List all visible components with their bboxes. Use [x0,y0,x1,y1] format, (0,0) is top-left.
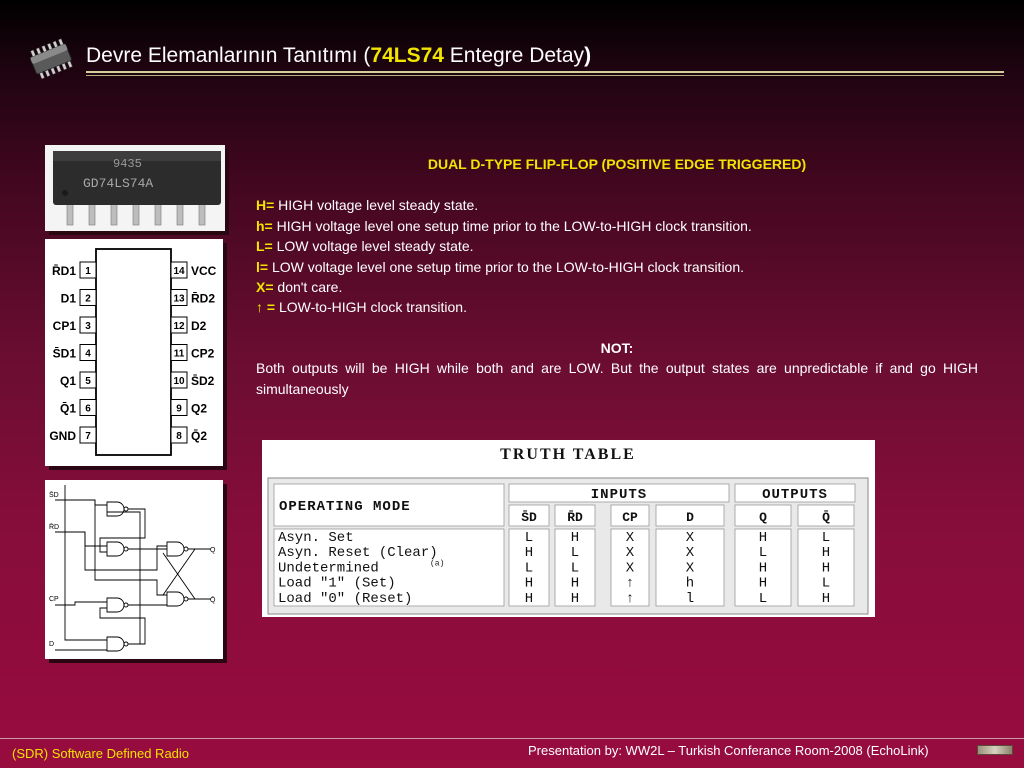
pin-number: 5 [85,376,91,387]
pinout-diagram [45,239,223,466]
pin-label: S̄D1 [52,346,76,361]
truth-cell: L [758,590,768,607]
pin-number: 3 [85,321,91,332]
pin-number: 8 [176,431,182,442]
truth-cell: L [570,545,580,562]
pin-label: Q̄1 [59,401,76,416]
truth-column-header: Q [759,510,767,525]
truth-cell: L [821,575,831,592]
pin-number: 13 [173,293,185,305]
slide-title [86,44,591,68]
logic-diagram [45,480,223,659]
logic-svg [45,480,223,659]
truth-cell: X [625,530,635,546]
truth-column-header: CP [622,510,638,525]
slide-header [0,0,1024,90]
pin-label: GND [49,429,76,443]
footer-rule [0,738,1024,739]
logic-label-rd: R̄D [49,524,60,531]
logic-label-qbar: Q̄ [210,597,216,604]
truth-mode-footnote: (a) [430,559,445,569]
ic-chip-icon [24,38,78,80]
note-body: Both outputs will be HIGH while both and are LOW. But the output states are unpredictable if and go HIGH simultaneously [256,360,978,397]
definition-key: h= [256,217,273,234]
definition-row [256,216,978,236]
truth-cell: H [524,545,534,562]
pin-number: 4 [85,348,91,360]
logic-label-q: Q [210,547,216,554]
truth-cell: H [758,560,768,577]
truth-cell: X [625,545,635,562]
logic-label-cp: CP [49,596,59,603]
pin-label: D1 [60,291,76,306]
definition-row [256,236,978,256]
chip-photo-image [45,145,225,231]
pin-label: S̄D2 [191,374,215,388]
title-highlight: 74LS74 [370,44,444,67]
pin-label: R̄D1 [51,264,76,278]
chip-photo [45,145,225,231]
truth-header-mode: OPERATING MODE [279,499,411,515]
truth-cell: H [758,530,768,546]
description-block [256,154,978,399]
definition-text: HIGH voltage level one setup time prior to the LOW-to-HIGH clock transition. [272,217,752,234]
definitions-list [256,195,978,317]
pin-number: 9 [176,403,182,415]
truth-table-image [262,440,875,617]
truth-cell: H [570,530,580,546]
truth-cell: H [821,560,831,577]
definition-row [256,257,978,277]
pin-number: 1 [85,266,91,277]
truth-mode-label: Undetermined [278,560,379,577]
truth-column-header: S̄D [521,510,537,525]
truth-cell: H [570,575,580,592]
note-title: NOT: [600,339,634,356]
truth-cell: L [524,530,534,546]
pin-label: Q2 [191,401,208,416]
title-prefix: Devre Elemanlarının Tanıtımı ( [86,44,371,67]
truth-cell: H [758,575,768,592]
definition-text: HIGH voltage level steady state. [274,197,479,214]
footer-badge-icon [977,745,1013,755]
definition-text: LOW-to-HIGH clock transition. [275,299,467,316]
definition-row [256,297,978,317]
truth-cell: h [685,575,695,592]
definition-text: don't care. [273,279,343,296]
truth-table-title: TRUTH TABLE [500,446,636,463]
truth-mode-label: Asyn. Set [278,530,354,546]
truth-cell: l [685,590,695,607]
definition-row [256,195,978,215]
truth-cell: X [685,545,695,562]
truth-mode-label: Asyn. Reset (Clear) [278,545,438,562]
definition-row [256,277,978,297]
truth-cell: ↑ [625,590,635,607]
title-rule-thin [86,75,1004,76]
pin-label: CP2 [191,346,215,361]
title-close: ) [584,44,592,67]
truth-mode-label: Load "0" (Reset) [278,590,413,607]
truth-cell: H [524,590,534,607]
definition-key: L= [256,238,273,255]
footer-left-text: (SDR) Software Defined Radio [12,746,190,761]
definition-key: H= [256,197,275,214]
chip-marking-bottom: GD74LS74A [83,176,154,191]
truth-cell: X [685,530,695,546]
pin-label: R̄D2 [191,291,216,306]
pin-number: 11 [173,348,185,360]
truth-column-header: R̄D [567,510,583,525]
truth-cell: H [524,575,534,592]
truth-cell: X [625,560,635,577]
definition-key: l= [256,258,269,275]
truth-column-header: D [686,510,694,525]
truth-cell: L [524,560,534,577]
pin-label: D2 [191,319,207,333]
truth-cell: L [821,530,831,546]
pin-number: 6 [85,403,91,415]
title-rule [86,71,1004,73]
pin-number: 2 [85,293,91,305]
definition-key: X= [256,279,274,296]
footer-right-text: Presentation by: WW2L – Turkish Conferance Room-2008 (EchoLink) [528,743,929,758]
logic-label-sd: S̄D [49,492,59,499]
truth-table-svg [262,440,875,617]
title-suffix: Entegre Detay [443,44,585,67]
pinout-svg [45,239,223,466]
pin-number: 14 [173,266,185,277]
truth-cell: ↑ [625,575,635,592]
pin-label: Q1 [59,374,76,388]
truth-cell: X [685,560,695,577]
truth-header-inputs: INPUTS [590,487,648,503]
truth-cell: H [570,590,580,607]
truth-header-outputs: OUTPUTS [762,487,828,503]
truth-cell: L [570,560,580,577]
content-subtitle: DUAL D-TYPE FLIP-FLOP (POSITIVE EDGE TRIGGERED) [427,156,807,172]
truth-mode-label: Load "1" (Set) [278,575,396,592]
pin-label: Q̄2 [191,429,208,443]
pin-number: 10 [173,376,185,387]
truth-cell: H [821,545,831,562]
truth-cell: H [821,590,831,607]
chip-marking-top: 9435 [113,157,142,171]
definition-text: LOW voltage level one setup time prior to the LOW-to-HIGH clock transition. [268,258,745,275]
pin-number: 12 [173,321,185,332]
truth-column-header: Q̄ [822,510,830,525]
pin-number: 7 [85,431,91,442]
definition-text: LOW voltage level steady state. [272,238,474,255]
logic-label-d: D [49,641,55,648]
definition-key: ↑ = [256,299,276,316]
pin-label: CP1 [52,319,76,333]
pin-label: VCC [191,264,217,278]
truth-cell: L [758,545,768,562]
